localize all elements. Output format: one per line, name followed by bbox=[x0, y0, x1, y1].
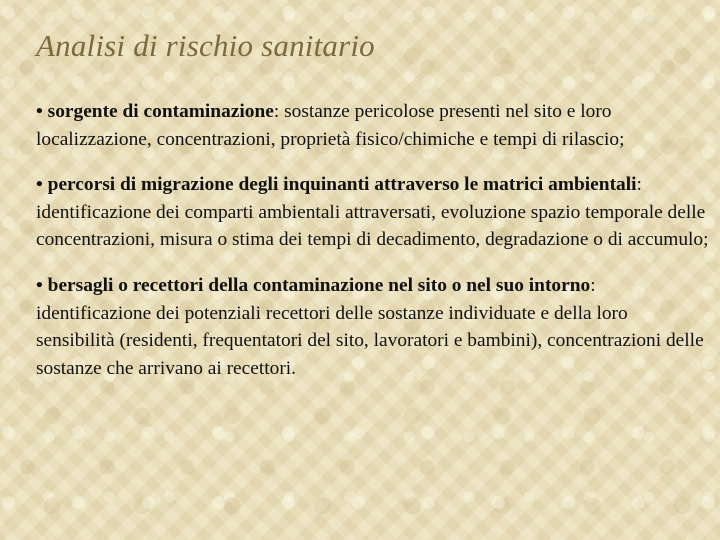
bullet-text: : identificazione dei potenziali recettori delle sostanze individuate e della loro sensibilità (residenti, frequentatori del sito, lavoratori e bambini), concentrazioni delle sostanze che arrivano ai recettori. bbox=[36, 274, 704, 379]
bullet-icon: • bbox=[36, 174, 43, 196]
bullet-term: bersagli o recettori della contaminazione nel sito o nel suo intorno bbox=[47, 274, 591, 296]
bullet-term: percorsi di migrazione degli inquinanti attraverso le matrici ambientali bbox=[47, 174, 637, 196]
bullet-item-sorgente bbox=[36, 98, 710, 153]
slide-title: Analisi di rischio sanitario bbox=[36, 28, 375, 63]
bullet-term: sorgente di contaminazione bbox=[47, 101, 274, 122]
slide-content bbox=[36, 98, 710, 400]
bullet-icon: • bbox=[36, 101, 43, 122]
bullet-item-bersagli bbox=[36, 272, 710, 382]
bullet-text: : identificazione dei comparti ambientali attraversati, evoluzione spazio temporale delle concentrazioni, misura o stima dei tempi di decadimento, degradazione o di accumulo; bbox=[36, 174, 709, 251]
bullet-item-percorsi bbox=[36, 171, 710, 254]
bullet-icon: • bbox=[36, 274, 43, 296]
bullet-text: : sostanze pericolose presenti nel sito e loro localizzazione, concentrazioni, proprietà fisico/chimiche e tempi di rilascio; bbox=[36, 101, 625, 150]
